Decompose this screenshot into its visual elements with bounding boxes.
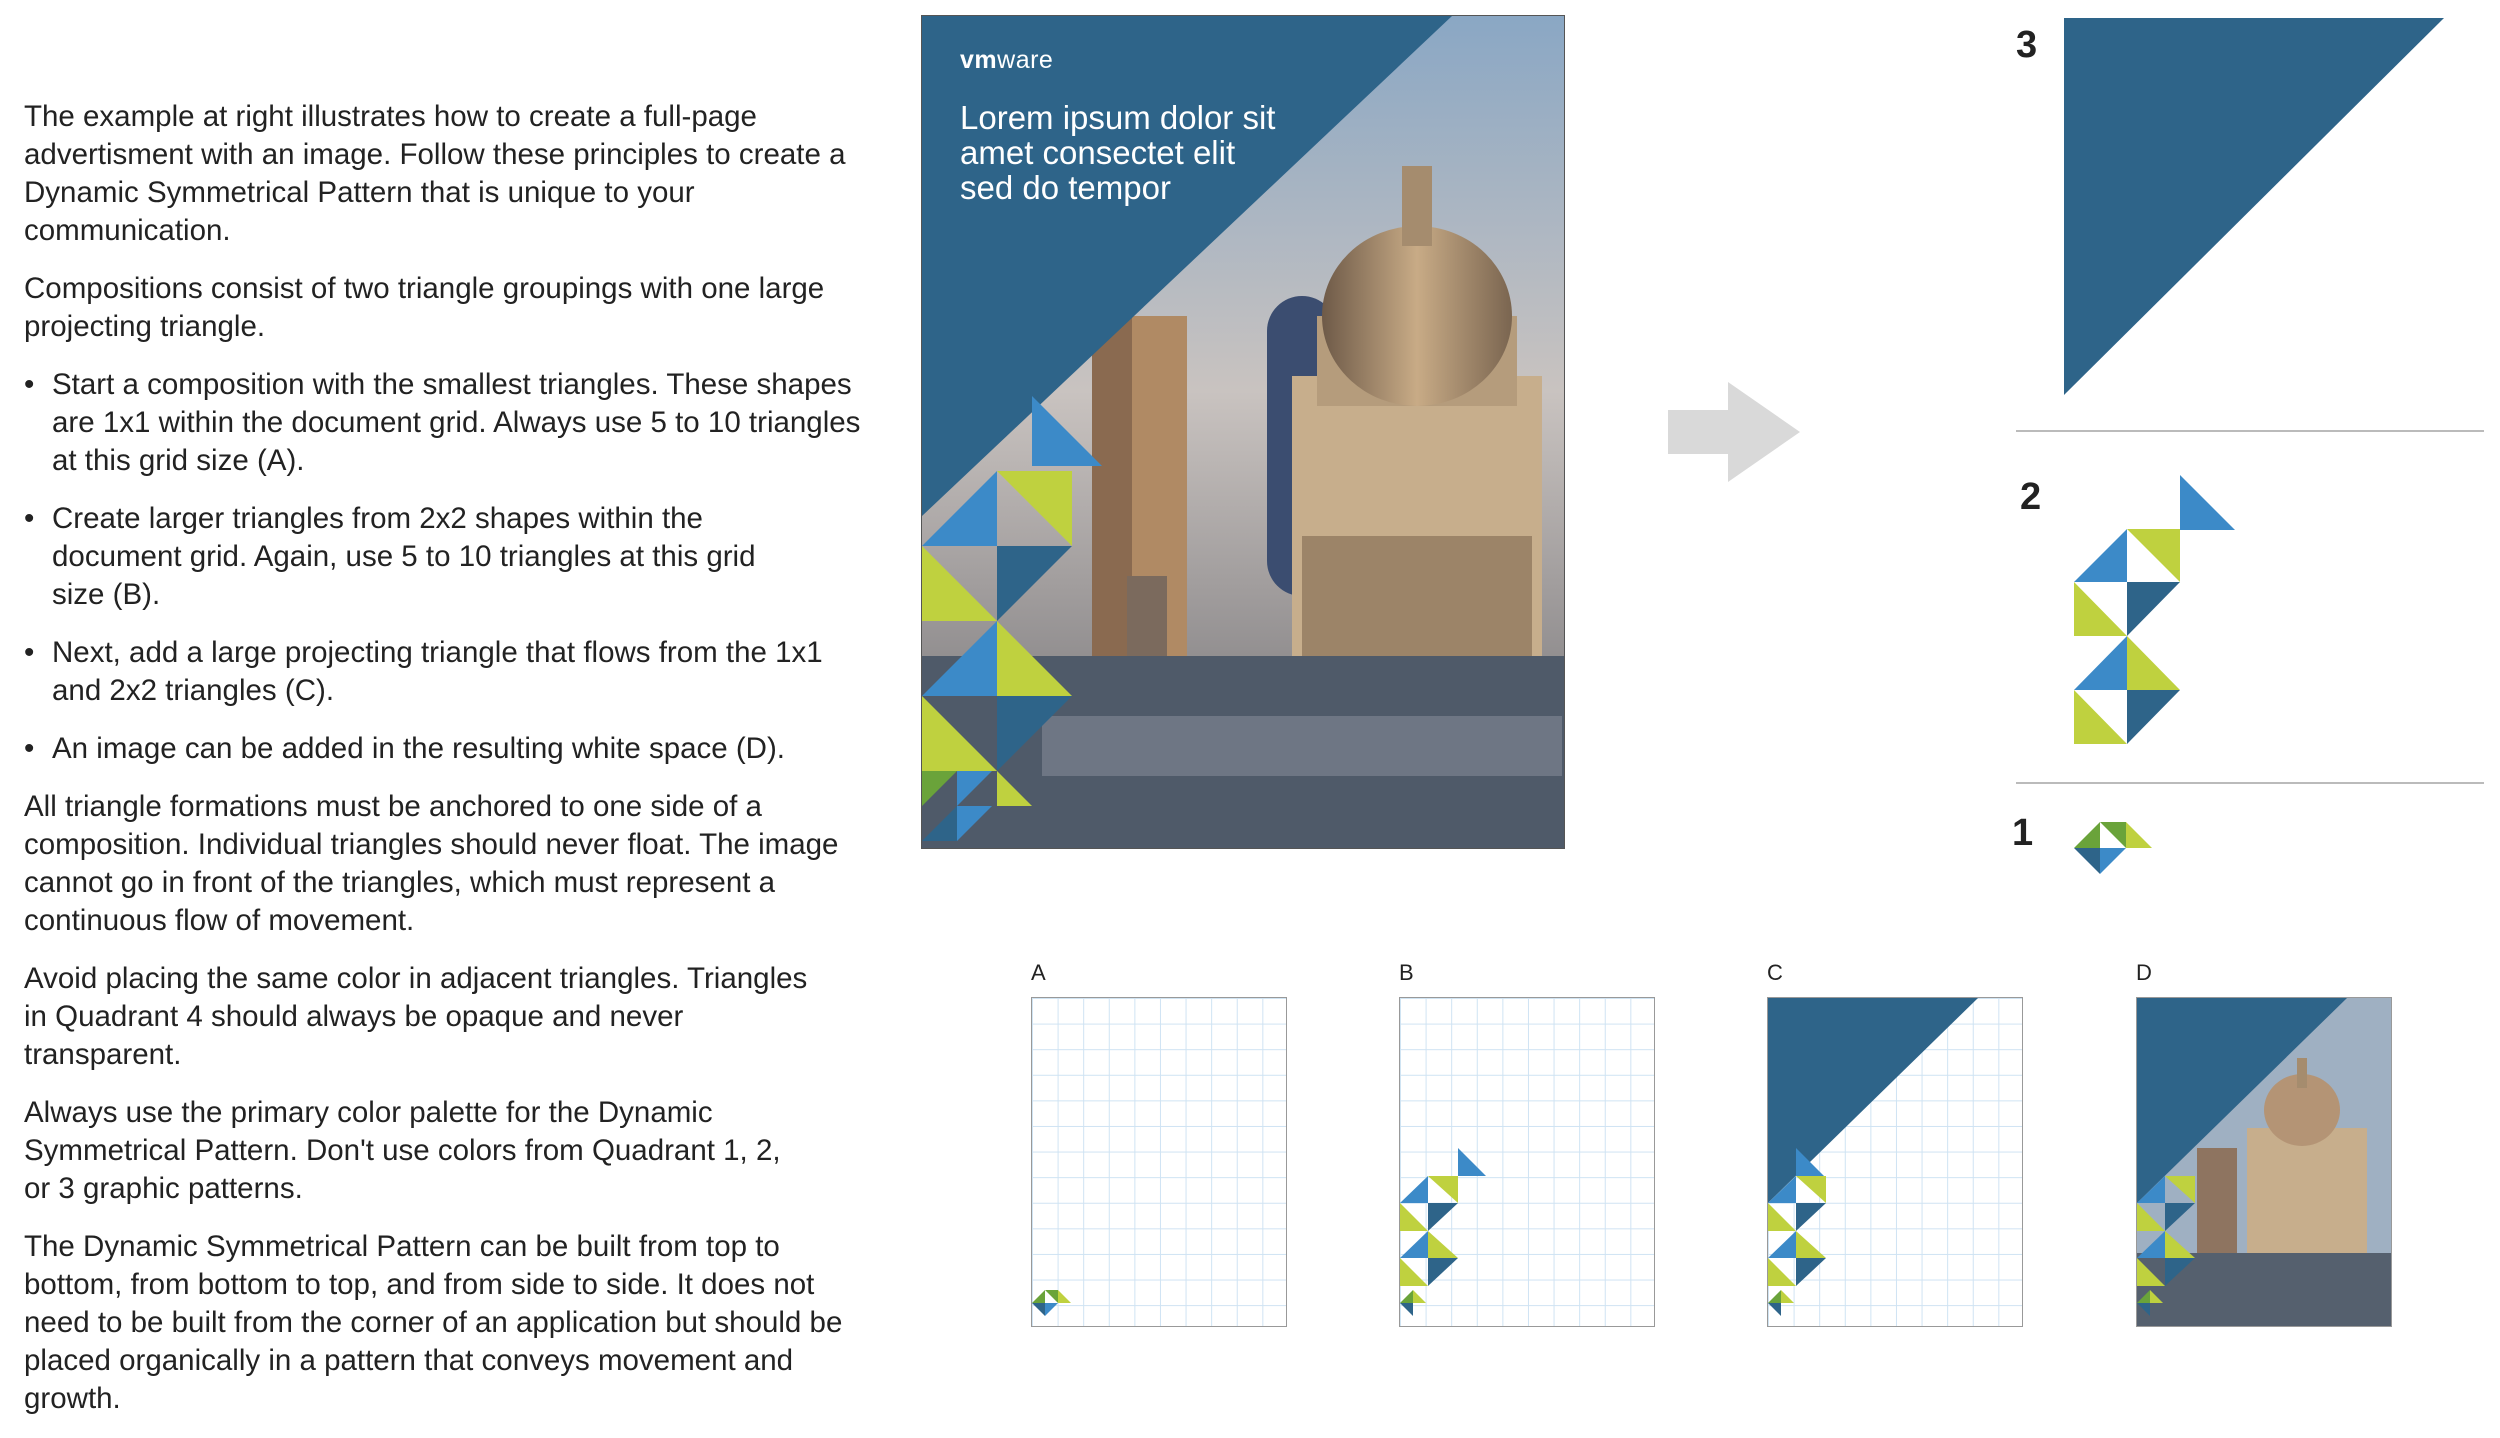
vmware-logo xyxy=(960,46,1053,75)
thumb-a-label: A xyxy=(1031,960,1046,985)
palette-paragraph: Always use the primary color palette for the Dynamic Symmetrical Pattern. Don't use colors from Quadrant 1, 2, or 3 graphic patterns. xyxy=(24,1096,781,1205)
step2-triangle xyxy=(2074,636,2127,690)
thumb-d-label: D xyxy=(2136,960,2152,985)
bullet-item: • An image can be added in the resulting white space (D). xyxy=(24,730,884,768)
divider xyxy=(2016,430,2484,432)
columns xyxy=(1302,536,1532,666)
step2-triangle xyxy=(2074,529,2127,582)
intro-paragraph: The example at right illustrates how to create a full-page advertisment with an image. Follow these principles to create a Dynamic Symmetrical Pattern that is unique to your communication. xyxy=(24,100,846,247)
logo-vm: vm xyxy=(960,46,998,74)
arrow-right-icon xyxy=(1668,382,1803,482)
step1-triangle xyxy=(2100,848,2126,874)
logo-ware: ware xyxy=(997,46,1054,74)
thumb-a-art xyxy=(1032,998,1287,1327)
principles-list xyxy=(24,366,884,768)
step2-triangle xyxy=(2127,582,2180,636)
thumb-c-art xyxy=(1768,998,2023,1327)
cathedral-lantern xyxy=(1402,166,1432,246)
build-steps-artwork xyxy=(1996,0,2500,900)
anchored-paragraph: All triangle formations must be anchored to one side of a composition. Individual triangles should never float. The image cannot go in front of the triangles, which must represent a continuous flow of movement. xyxy=(24,790,839,937)
step2-triangle xyxy=(2127,636,2180,690)
thumb-c-label: C xyxy=(1767,960,1783,985)
bullet-item: • Start a composition with the smallest triangles. These shapes are 1x1 within the document grid. Always use 5 to 10 triangles at this grid size (A). xyxy=(24,366,884,480)
step-2-label: 2 xyxy=(2020,476,2042,518)
step1-triangle xyxy=(2074,822,2100,848)
step2-triangle xyxy=(2074,582,2127,636)
step3-triangle xyxy=(2064,18,2444,395)
step2-triangle xyxy=(2074,690,2127,744)
thumb-b-art xyxy=(1400,998,1655,1327)
guidelines-text xyxy=(24,98,884,1438)
advertisement-example xyxy=(921,15,1565,849)
step2-triangle xyxy=(2180,475,2235,530)
thumbnail-c xyxy=(1767,997,2023,1327)
thumbnail-b xyxy=(1399,997,1655,1327)
compositions-paragraph: Compositions consist of two triangle groupings with one large projecting triangle. xyxy=(24,272,825,343)
cathedral-dome xyxy=(1322,226,1512,406)
step1-triangle xyxy=(2100,822,2126,848)
step1-triangle xyxy=(2126,822,2152,848)
roof-lit xyxy=(1042,716,1562,776)
direction-paragraph: The Dynamic Symmetrical Pattern can be built from top to bottom, from bottom to top, and from side to side. It does not need to be built from the corner of an application but should be placed organically in a pattern that conveys movement and growth. xyxy=(24,1230,843,1415)
step1-triangle xyxy=(2074,848,2100,874)
avoid-paragraph: Avoid placing the same color in adjacent triangles. Triangles in Quadrant 4 should always be opaque and never transparent. xyxy=(24,962,808,1071)
thumb-b-label: B xyxy=(1399,960,1414,985)
ad-headline: Lorem ipsum dolor sit amet consectet elit sed do tempor xyxy=(960,99,1276,206)
divider xyxy=(2016,782,2484,784)
bullet-item: • Next, add a large projecting triangle that flows from the 1x1 and 2x2 triangles (C). xyxy=(24,634,832,710)
step2-triangle xyxy=(2127,529,2180,582)
bullet-item: • Create larger triangles from 2x2 shapes within the document grid. Again, use 5 to 10 triangles at this grid size (B). xyxy=(24,500,772,614)
step-1-label: 1 xyxy=(2012,812,2034,854)
thumbnail-d xyxy=(2136,997,2392,1327)
step-3-label: 3 xyxy=(2016,24,2038,66)
step2-triangle xyxy=(2127,690,2180,744)
thumbnail-a xyxy=(1031,997,1287,1327)
thumb-d-art xyxy=(2137,998,2392,1327)
